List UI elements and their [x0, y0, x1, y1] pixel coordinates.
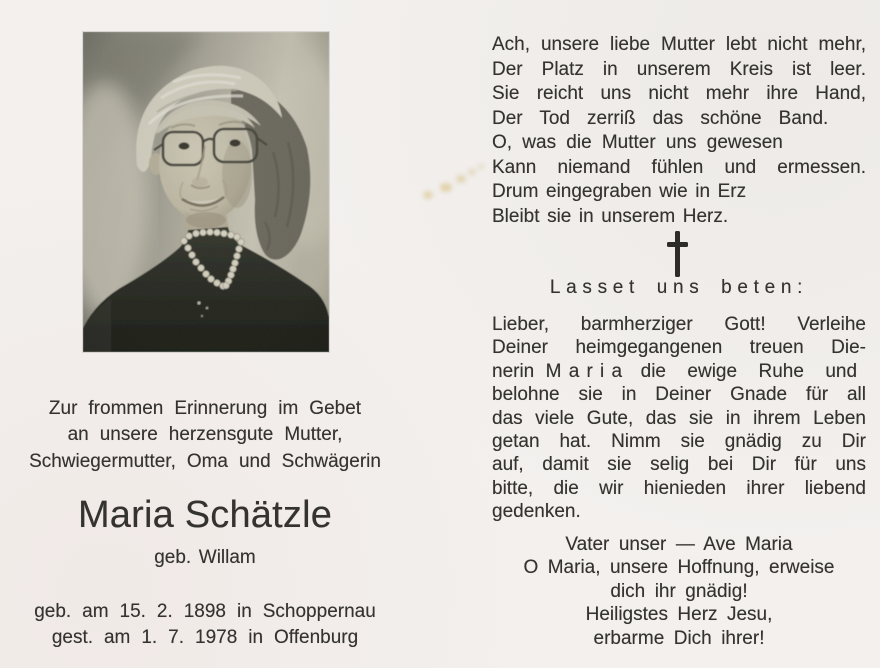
- memorial-intro: [14, 396, 396, 475]
- closing-line: dich ihr gnädig!: [610, 580, 748, 602]
- life-dates: [14, 599, 396, 651]
- poem-line: Sie reicht uns nicht mehr ihre Hand,: [492, 83, 866, 104]
- poem-line: Bleibt sie in unserem Herz.: [492, 205, 729, 227]
- poem-line: Ach, unsere liebe Mutter lebt nicht mehr,: [492, 34, 866, 55]
- birth-date-line: geb. am 15. 2. 1898 in Schoppernau: [34, 601, 376, 622]
- closing-line: Heiligstes Herz Jesu,: [585, 604, 773, 626]
- prayer-name: Maria: [545, 360, 630, 382]
- cross-icon: [492, 231, 866, 279]
- poem-line: Der Platz in unserem Kreis ist leer.: [492, 58, 866, 80]
- poem-line: Der Tod zerriß das schöne Band.: [492, 107, 829, 129]
- poem-line: Drum eingegraben wie in Erz: [492, 181, 747, 202]
- death-date-line: gest. am 1. 7. 1978 in Offenburg: [51, 627, 359, 648]
- prayer-name-suffix: die ewige Ruhe und: [640, 360, 858, 382]
- cross-vertical-bar: [675, 231, 680, 277]
- cross-horizontal-bar: [667, 242, 688, 247]
- memorial-poem: [492, 33, 866, 229]
- intro-line: Zur frommen Erinnerung im Gebet: [48, 398, 362, 419]
- paper-stain: [440, 183, 452, 192]
- prayer-line: gedenken.: [492, 501, 581, 523]
- paper-stain: [423, 191, 433, 199]
- portrait-illustration: [83, 32, 329, 352]
- deceased-name: Maria Schätzle: [77, 494, 333, 536]
- closing-line: Vater unser — Ave Maria: [565, 534, 793, 555]
- maiden-name: geb. Willam: [154, 547, 256, 568]
- prayer-text: [492, 313, 866, 524]
- prayer-line: getan hat. Nimm sie gnädig zu Dir: [492, 431, 866, 453]
- closing-prayers: [492, 533, 866, 650]
- prayer-line: auf, damit sie selig bei Dir für uns: [492, 454, 866, 476]
- portrait-photo: [83, 32, 329, 352]
- prayer-call: Lasset uns beten:: [549, 277, 809, 298]
- prayer-line: bitte, die wir hienieden ihrer liebend: [492, 477, 866, 499]
- paper-stain: [478, 164, 484, 169]
- paper-stain: [456, 175, 466, 183]
- prayer-line: [492, 360, 866, 383]
- closing-line: O Maria, unsere Hoffnung, erweise: [523, 557, 835, 579]
- intro-line: Schwiegermutter, Oma und Schwägerin: [29, 450, 381, 472]
- closing-line: erbarme Dich ihrer!: [593, 627, 765, 649]
- prayer-line: belohne sie in Deiner Gnade für all: [492, 384, 866, 406]
- prayer-name-prefix: nerin: [492, 360, 535, 382]
- prayer-line: Lieber, barmherziger Gott! Verleihe: [492, 314, 866, 335]
- poem-line: O, was die Mutter uns gewesen: [492, 132, 783, 153]
- prayer-line: Deiner heimgegangenen treuen Die-: [492, 337, 866, 359]
- prayer-line: das viele Gute, das sie in ihrem Leben: [492, 407, 866, 429]
- intro-line: an unsere herzensgute Mutter,: [67, 424, 343, 446]
- poem-line: Kann niemand fühlen und ermessen.: [492, 156, 866, 178]
- paper-stain: [468, 169, 476, 175]
